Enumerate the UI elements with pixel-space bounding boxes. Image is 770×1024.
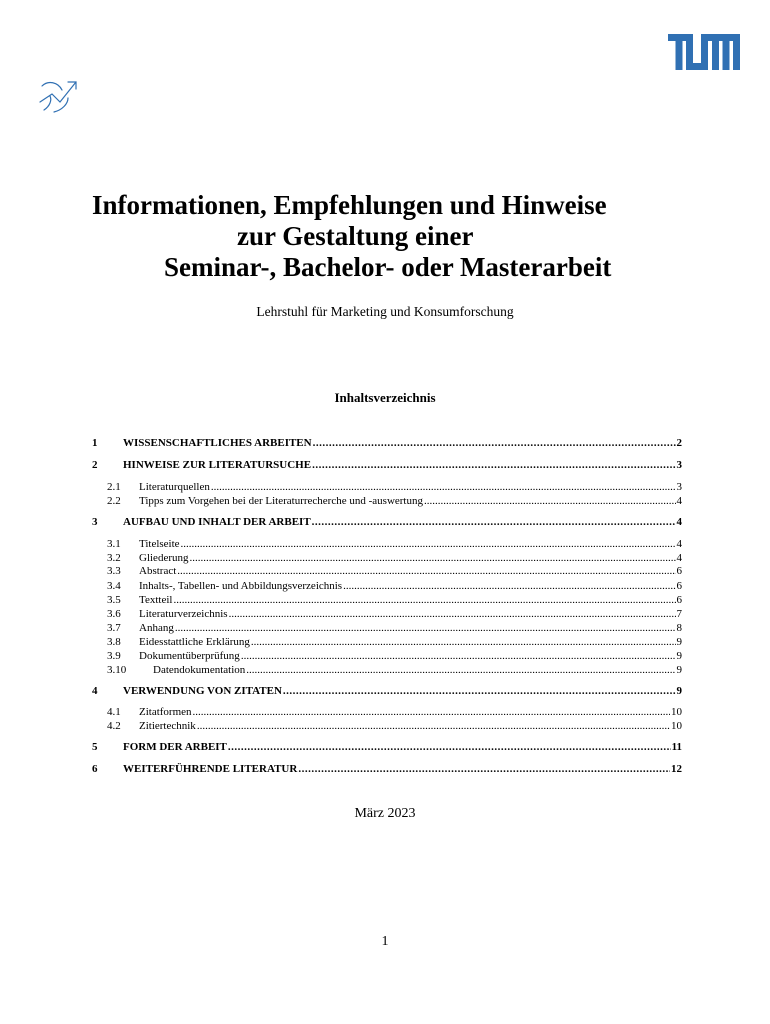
toc-entry-number: 1 <box>92 437 98 449</box>
toc-entry-number: 4.1 <box>107 706 121 718</box>
toc-entry-title: FORM DER ARBEIT <box>123 741 227 753</box>
toc-entry-number: 3.4 <box>107 580 121 592</box>
toc-entry-leader <box>175 621 676 635</box>
toc-entry-number: 3.7 <box>107 622 121 634</box>
title-line-1: Informationen, Empfehlungen und Hinweise <box>92 190 607 220</box>
toc-entry-title: Inhalts-, Tabellen- und Abbildungsverzeichnis <box>139 580 343 592</box>
toc-entry-page: 3 <box>676 459 682 471</box>
toc-entry[interactable] <box>92 579 682 593</box>
toc-entry[interactable] <box>92 607 682 621</box>
toc-entry[interactable] <box>92 458 682 472</box>
toc-entry-page: 9 <box>676 664 682 676</box>
toc-entry-leader <box>197 719 670 733</box>
title-line-3: Seminar-, Bachelor- oder Masterarbeit <box>164 252 612 282</box>
toc-heading: Inhaltsverzeichnis <box>334 390 436 405</box>
toc-entry-page: 9 <box>676 685 682 697</box>
toc-entry-page: 12 <box>671 763 682 775</box>
toc-entry-title: Zitatformen <box>139 706 192 718</box>
toc-entry-number: 3.2 <box>107 552 121 564</box>
toc-entry-number: 3.3 <box>107 565 121 577</box>
toc-entry-page: 9 <box>676 636 682 648</box>
toc-entry-number: 5 <box>92 741 98 753</box>
toc-entry-title: Anhang <box>139 622 174 634</box>
toc-entry-number: 3 <box>92 516 98 528</box>
toc-entry[interactable] <box>92 494 682 508</box>
toc-entry-leader <box>312 515 676 529</box>
document-date: März 2023 <box>354 806 416 821</box>
toc-entry-number: 3.10 <box>107 664 127 676</box>
toc-entry-number: 2.1 <box>107 481 121 493</box>
toc-entry-number: 6 <box>92 763 98 775</box>
toc-entry-title: Dokumentüberprüfung <box>139 650 240 662</box>
toc-entry[interactable] <box>92 663 682 677</box>
toc-entry-number: 3.1 <box>107 538 121 550</box>
tum-logo <box>668 34 740 70</box>
toc-entry-leader <box>241 649 676 663</box>
toc-entry[interactable] <box>92 740 682 754</box>
toc-entry-page: 11 <box>671 741 682 753</box>
toc-entry-leader <box>173 593 675 607</box>
toc-entry[interactable] <box>92 719 682 733</box>
toc-entry-title: Literaturverzeichnis <box>139 608 228 620</box>
toc-entry-number: 3.6 <box>107 608 121 620</box>
toc-entry-leader <box>313 436 676 450</box>
toc-entry-title: WISSENSCHAFTLICHES ARBEITEN <box>123 437 312 449</box>
toc-entry-title: AUFBAU UND INHALT DER ARBEIT <box>123 516 311 528</box>
toc-entry-number: 4 <box>92 685 98 697</box>
toc-entry-page: 2 <box>676 437 682 449</box>
toc-entry-title: Tipps zum Vorgehen bei der Literaturrecherche und -auswertung <box>139 495 423 507</box>
toc-entry-leader <box>424 494 676 508</box>
toc-entry-page: 4 <box>676 552 682 564</box>
toc-entry[interactable] <box>92 705 682 719</box>
toc-entry-leader <box>246 663 675 677</box>
toc-entry-number: 4.2 <box>107 720 121 732</box>
toc-entry-leader <box>189 551 675 565</box>
toc-entry-title: Zitiertechnik <box>139 720 196 732</box>
toc-entry-number: 3.5 <box>107 594 121 606</box>
toc-entry-leader <box>211 480 676 494</box>
toc-entry-page: 10 <box>671 706 682 718</box>
toc-entry-title: Textteil <box>139 594 173 606</box>
toc-entry-number: 3.9 <box>107 650 121 662</box>
page-number: 1 <box>381 934 389 949</box>
toc-entry[interactable] <box>92 537 682 551</box>
toc-entry-number: 2 <box>92 459 98 471</box>
toc-entry-leader <box>298 762 670 776</box>
toc-entry-leader <box>181 537 676 551</box>
toc-entry-page: 9 <box>676 650 682 662</box>
toc-entry-leader <box>312 458 675 472</box>
chart-curve-icon <box>38 76 80 114</box>
toc-entry-leader <box>193 705 670 719</box>
toc-entry-title: Literaturquellen <box>139 481 210 493</box>
toc-entry-number: 2.2 <box>107 495 121 507</box>
toc-entry[interactable] <box>92 593 682 607</box>
chair-subtitle: Lehrstuhl für Marketing und Konsumforschung <box>256 304 514 319</box>
toc-entry-title: Datendokumentation <box>153 664 246 676</box>
toc-entry-number: 3.8 <box>107 636 121 648</box>
toc-entry[interactable] <box>92 515 682 529</box>
toc-entry-leader <box>283 684 676 698</box>
toc-entry-leader <box>177 564 675 578</box>
toc-entry-page: 6 <box>676 580 682 592</box>
toc-entry-page: 10 <box>671 720 682 732</box>
toc-entry-title: Titelseite <box>139 538 180 550</box>
toc-entry-page: 6 <box>676 565 682 577</box>
toc-entry[interactable] <box>92 635 682 649</box>
toc-entry-title: Abstract <box>139 565 177 577</box>
title-line-2: zur Gestaltung einer <box>237 221 474 251</box>
toc-entry-page: 4 <box>676 538 682 550</box>
toc-entry-title: VERWENDUNG VON ZITATEN <box>123 685 282 697</box>
toc-entry-title: HINWEISE ZUR LITERATURSUCHE <box>123 459 312 471</box>
toc-entry-title: Eidesstattliche Erklärung <box>139 636 250 648</box>
toc-entry-page: 7 <box>676 608 682 620</box>
toc-entry-leader <box>251 635 676 649</box>
toc-entry-leader <box>228 740 671 754</box>
toc-entry-leader <box>229 607 676 621</box>
toc-entry-page: 4 <box>676 516 682 528</box>
toc-entry-page: 6 <box>676 594 682 606</box>
toc-entry[interactable] <box>92 480 682 494</box>
toc-entry[interactable] <box>92 621 682 635</box>
toc-entry[interactable] <box>92 762 682 776</box>
toc-entry[interactable] <box>92 649 682 663</box>
toc-entry-page: 3 <box>676 481 682 493</box>
toc-entry[interactable] <box>92 684 682 698</box>
toc-entry-title: Gliederung <box>139 552 189 564</box>
toc-entry-leader <box>343 579 675 593</box>
toc-entry[interactable] <box>92 436 682 450</box>
toc-entry-page: 8 <box>676 622 682 634</box>
toc-entry-title: WEITERFÜHRENDE LITERATUR <box>123 763 298 775</box>
toc-entry[interactable] <box>92 551 682 565</box>
toc-entry-page: 4 <box>676 495 682 507</box>
toc-entry[interactable] <box>92 564 682 578</box>
